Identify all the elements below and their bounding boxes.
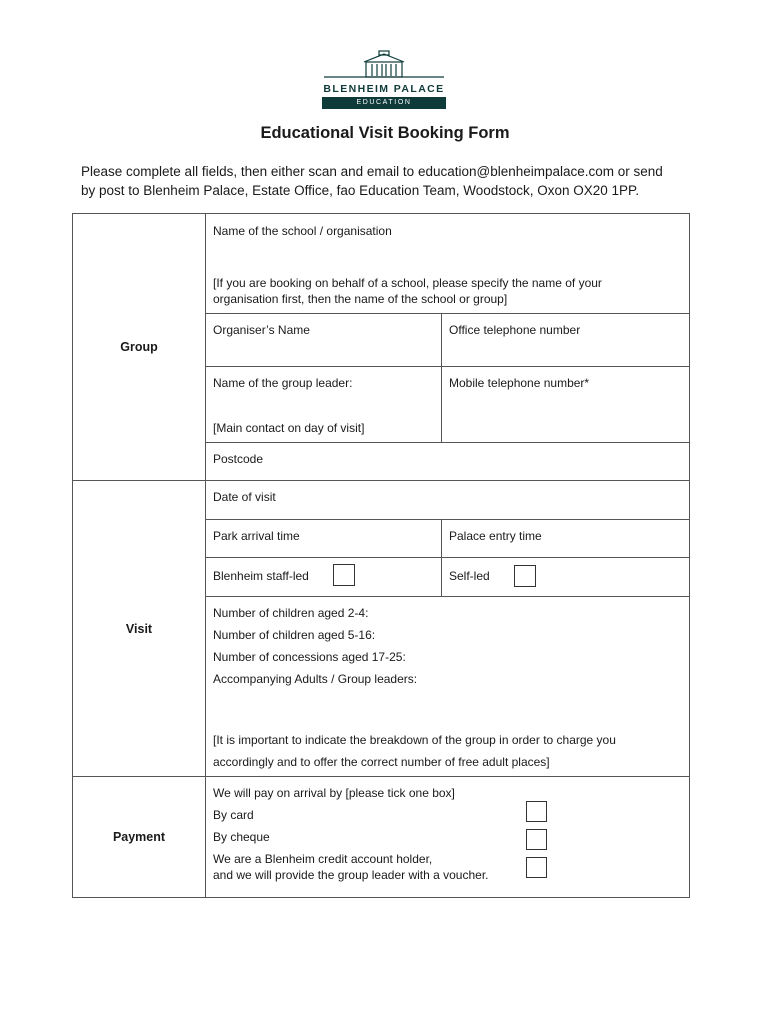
- organiser-name-field[interactable]: [206, 314, 442, 367]
- office-phone-field[interactable]: [442, 314, 690, 367]
- visit-date-label: Date of visit: [213, 490, 276, 504]
- pay-by-card-label: By card: [213, 808, 254, 822]
- postcode-field[interactable]: [206, 443, 690, 481]
- staff-led-option: [206, 558, 442, 597]
- page-title: Educational Visit Booking Form: [260, 124, 510, 142]
- postcode-label: Postcode: [213, 452, 264, 466]
- logo-sub-text: EDUCATION: [322, 97, 446, 109]
- payment-options: [206, 777, 690, 898]
- organiser-label: Organiser’s Name: [213, 323, 310, 337]
- staff-led-label: Blenheim staff-led: [213, 569, 309, 583]
- children-5-16-label: Number of children aged 5-16:: [213, 628, 376, 642]
- park-arrival-field[interactable]: [206, 520, 442, 558]
- payment-section-label: Payment: [73, 777, 206, 898]
- payment-instruction: We will pay on arrival by [please tick one box]: [213, 786, 455, 800]
- booking-form-table: [72, 213, 690, 898]
- palace-icon: [322, 50, 446, 82]
- group-leader-note: [Main contact on day of visit]: [213, 421, 365, 435]
- park-arrival-label: Park arrival time: [213, 529, 300, 543]
- intro-text: [81, 162, 701, 200]
- mobile-phone-field[interactable]: [442, 367, 690, 443]
- mobile-phone-label: Mobile telephone number*: [449, 376, 590, 390]
- school-note-2: organisation first, then the name of the school or group]: [213, 292, 508, 306]
- pay-by-card-checkbox[interactable]: [526, 801, 547, 822]
- staff-led-checkbox[interactable]: [333, 564, 355, 586]
- self-led-checkbox[interactable]: [514, 565, 536, 587]
- children-2-4-label: Number of children aged 2-4:: [213, 606, 369, 620]
- self-led-option: [442, 558, 690, 597]
- pay-by-cheque-checkbox[interactable]: [526, 829, 547, 850]
- credit-account-checkbox[interactable]: [526, 857, 547, 878]
- office-phone-label: Office telephone number: [449, 323, 581, 337]
- group-leader-label: Name of the group leader:: [213, 376, 353, 390]
- logo: [322, 50, 446, 110]
- adults-label: Accompanying Adults / Group leaders:: [213, 672, 418, 686]
- school-note-1: [If you are booking on behalf of a school, please specify the name of your: [213, 276, 602, 290]
- concessions-label: Number of concessions aged 17-25:: [213, 650, 406, 664]
- logo-brand-text: BLENHEIM PALACE: [323, 83, 445, 95]
- group-section-label: Group: [73, 214, 206, 481]
- visit-section-label: Visit: [73, 481, 206, 777]
- palace-entry-label: Palace entry time: [449, 529, 542, 543]
- breakdown-note-1: [It is important to indicate the breakdown of the group in order to charge you: [213, 733, 616, 747]
- self-led-label: Self-led: [449, 569, 490, 583]
- group-leader-field[interactable]: [206, 367, 442, 443]
- breakdown-note-2: accordingly and to offer the correct number of free adult places]: [213, 755, 550, 769]
- group-breakdown-field[interactable]: [206, 597, 690, 777]
- intro-line-1: Please complete all fields, then either scan and email to education@blenheimpalace.com or send: [81, 164, 663, 179]
- pay-by-cheque-label: By cheque: [213, 830, 270, 844]
- palace-entry-field[interactable]: [442, 520, 690, 558]
- credit-account-label-1: We are a Blenheim credit account holder,: [213, 852, 433, 866]
- school-name-label: Name of the school / organisation: [213, 224, 392, 238]
- intro-line-2: by post to Blenheim Palace, Estate Office, fao Education Team, Woodstock, Oxon OX20 1PP.: [81, 183, 640, 198]
- visit-date-field[interactable]: [206, 481, 690, 520]
- school-name-field[interactable]: [206, 214, 690, 314]
- credit-account-label-2: and we will provide the group leader with a voucher.: [213, 868, 489, 882]
